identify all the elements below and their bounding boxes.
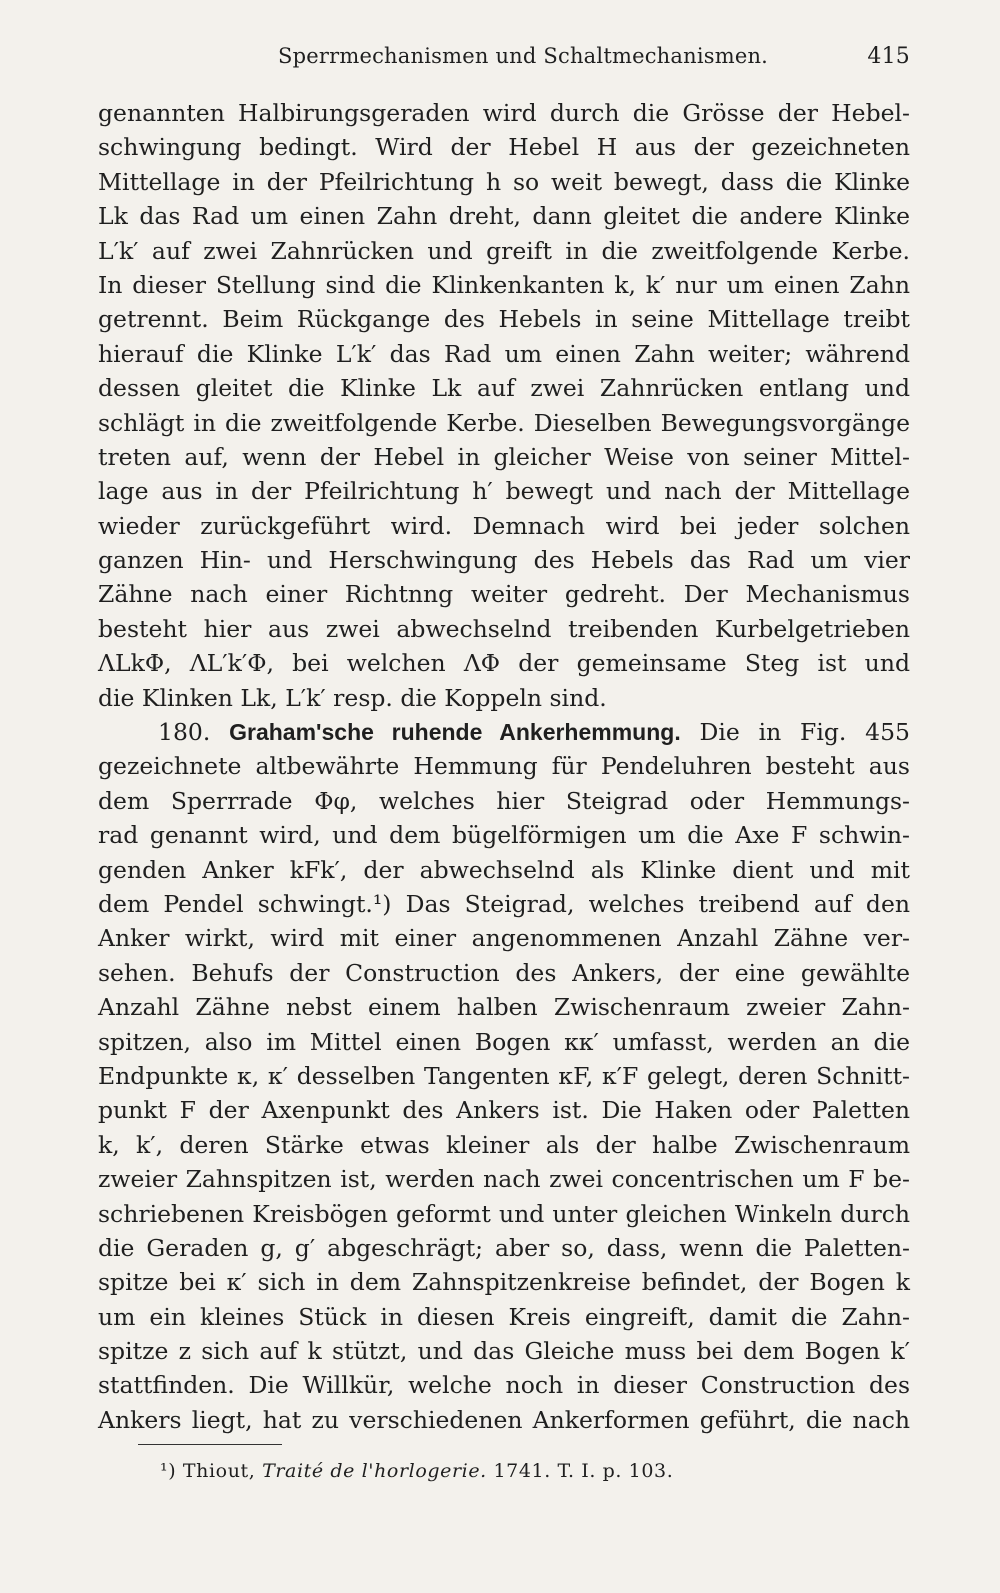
text-line: Lk das Rad um einen Zahn dreht, dann gleitet die andere Klinke — [98, 202, 910, 231]
text-line: ganzen Hin- und Herschwingung des Hebels das Rad um vier — [98, 546, 910, 575]
footnote — [160, 1460, 673, 1482]
text-line: k, k′, deren Stärke etwas kleiner als der halbe Zwischenraum — [98, 1130, 910, 1159]
section-heading-line — [98, 715, 910, 749]
text-line: spitze z sich auf k stützt, und das Gleiche muss bei dem Bogen k′ — [98, 1337, 910, 1366]
text-line: rad genannt wird, und dem bügelförmigen um die Axe F schwin- — [98, 821, 910, 850]
footnote-divider — [138, 1444, 282, 1445]
text-line: hierauf die Klinke L′k′ das Rad um einen Zahn weiter; während — [98, 339, 910, 368]
text-line: um ein kleines Stück in diesen Kreis eingreift, damit die Zahn- — [98, 1302, 910, 1331]
text-line: Anker wirkt, wird mit einer angenommenen Anzahl Zähne ver- — [98, 924, 910, 953]
running-title: Sperrmechanismen und Schaltmechanismen. — [278, 44, 769, 68]
body-text — [98, 96, 910, 1437]
text-line: getrennt. Beim Rückgange des Hebels in seine Mittellage treibt — [98, 305, 910, 334]
text-line: punkt F der Axenpunkt des Ankers ist. Die Haken oder Paletten — [98, 1096, 910, 1125]
text-line: die Klinken Lk, L′k′ resp. die Koppeln sind. — [98, 683, 607, 712]
footnote-details: 1741. T. I. p. 103. — [493, 1460, 674, 1482]
text-line: Zähne nach einer Richtnng weiter gedreht. Der Mechanismus — [98, 580, 910, 609]
text-line: gezeichnete altbewährte Hemmung für Pendeluhren besteht aus — [98, 752, 910, 781]
text-line: sehen. Behufs der Construction des Ankers, der eine gewählte — [98, 958, 910, 987]
page-header — [98, 44, 910, 76]
page-number: 415 — [867, 44, 910, 69]
footnote-work: Traité de l'horlogerie. — [262, 1460, 487, 1482]
text-line: Mittellage in der Pfeilrichtung h so weit bewegt, dass die Klinke — [98, 167, 910, 196]
text-line: besteht hier aus zwei abwechselnd treibenden Kurbelgetrieben — [98, 614, 910, 643]
text-line: die Geraden g, g′ abgeschrägt; aber so, dass, wenn die Paletten- — [98, 1233, 910, 1262]
text-line: genden Anker kFk′, der abwechselnd als Klinke dient und mit — [98, 855, 910, 884]
text-line: dem Pendel schwingt.¹) Das Steigrad, welches treibend auf den — [98, 889, 910, 918]
section-title: Graham'sche ruhende Ankerhemmung. — [229, 719, 681, 746]
text-line: stattfinden. Die Willkür, welche noch in dieser Construction des — [98, 1371, 910, 1400]
text-line: spitzen, also im Mittel einen Bogen κκ′ umfasst, werden an die — [98, 1027, 910, 1056]
text-line: zweier Zahnspitzen ist, werden nach zwei concentrischen um F be- — [98, 1165, 910, 1194]
text-line: schlägt in die zweitfolgende Kerbe. Dieselben Bewegungsvorgänge — [98, 408, 910, 437]
text-line: schwingung bedingt. Wird der Hebel H aus der gezeichneten — [98, 133, 910, 162]
text-line: lage aus in der Pfeilrichtung h′ bewegt und nach der Mittellage — [98, 477, 910, 506]
text-line: Endpunkte κ, κ′ desselben Tangenten κF, κ′F gelegt, deren Schnitt- — [98, 1061, 910, 1090]
text-line: wieder zurückgeführt wird. Demnach wird bei jeder solchen — [98, 511, 910, 540]
text-line: genannten Halbirungsgeraden wird durch die Grösse der Hebel- — [98, 99, 910, 127]
text-line: L′k′ auf zwei Zahnrücken und greift in die zweitfolgende Kerbe. — [98, 236, 910, 265]
text-line: In dieser Stellung sind die Klinkenkanten k, k′ nur um einen Zahn — [98, 270, 910, 299]
footnote-marker: ¹) — [160, 1460, 177, 1482]
section-number: 180. — [158, 718, 211, 747]
text-line: dem Sperrrade Φφ, welches hier Steigrad oder Hemmungs- — [98, 786, 910, 815]
text-line: schriebenen Kreisbögen geformt und unter gleichen Winkeln durch — [98, 1199, 910, 1228]
text-line: ΛLkΦ, ΛL′k′Φ, bei welchen ΛΦ der gemeinsame Steg ist und — [98, 649, 910, 678]
text-line: Anzahl Zähne nebst einem halben Zwischenraum zweier Zahn- — [98, 993, 910, 1022]
text-line: dessen gleitet die Klinke Lk auf zwei Zahnrücken entlang und — [98, 374, 910, 403]
text-line: Ankers liegt, hat zu verschiedenen Ankerformen geführt, die nach — [98, 1405, 910, 1434]
footnote-author: Thiout, — [182, 1460, 256, 1482]
text-line: treten auf, wenn der Hebel in gleicher Weise von seiner Mittel- — [98, 442, 910, 471]
section-first-line: Die in Fig. 455 — [699, 718, 910, 747]
text-line: spitze bei κ′ sich in dem Zahnspitzenkreise befindet, der Bogen k — [98, 1268, 910, 1297]
